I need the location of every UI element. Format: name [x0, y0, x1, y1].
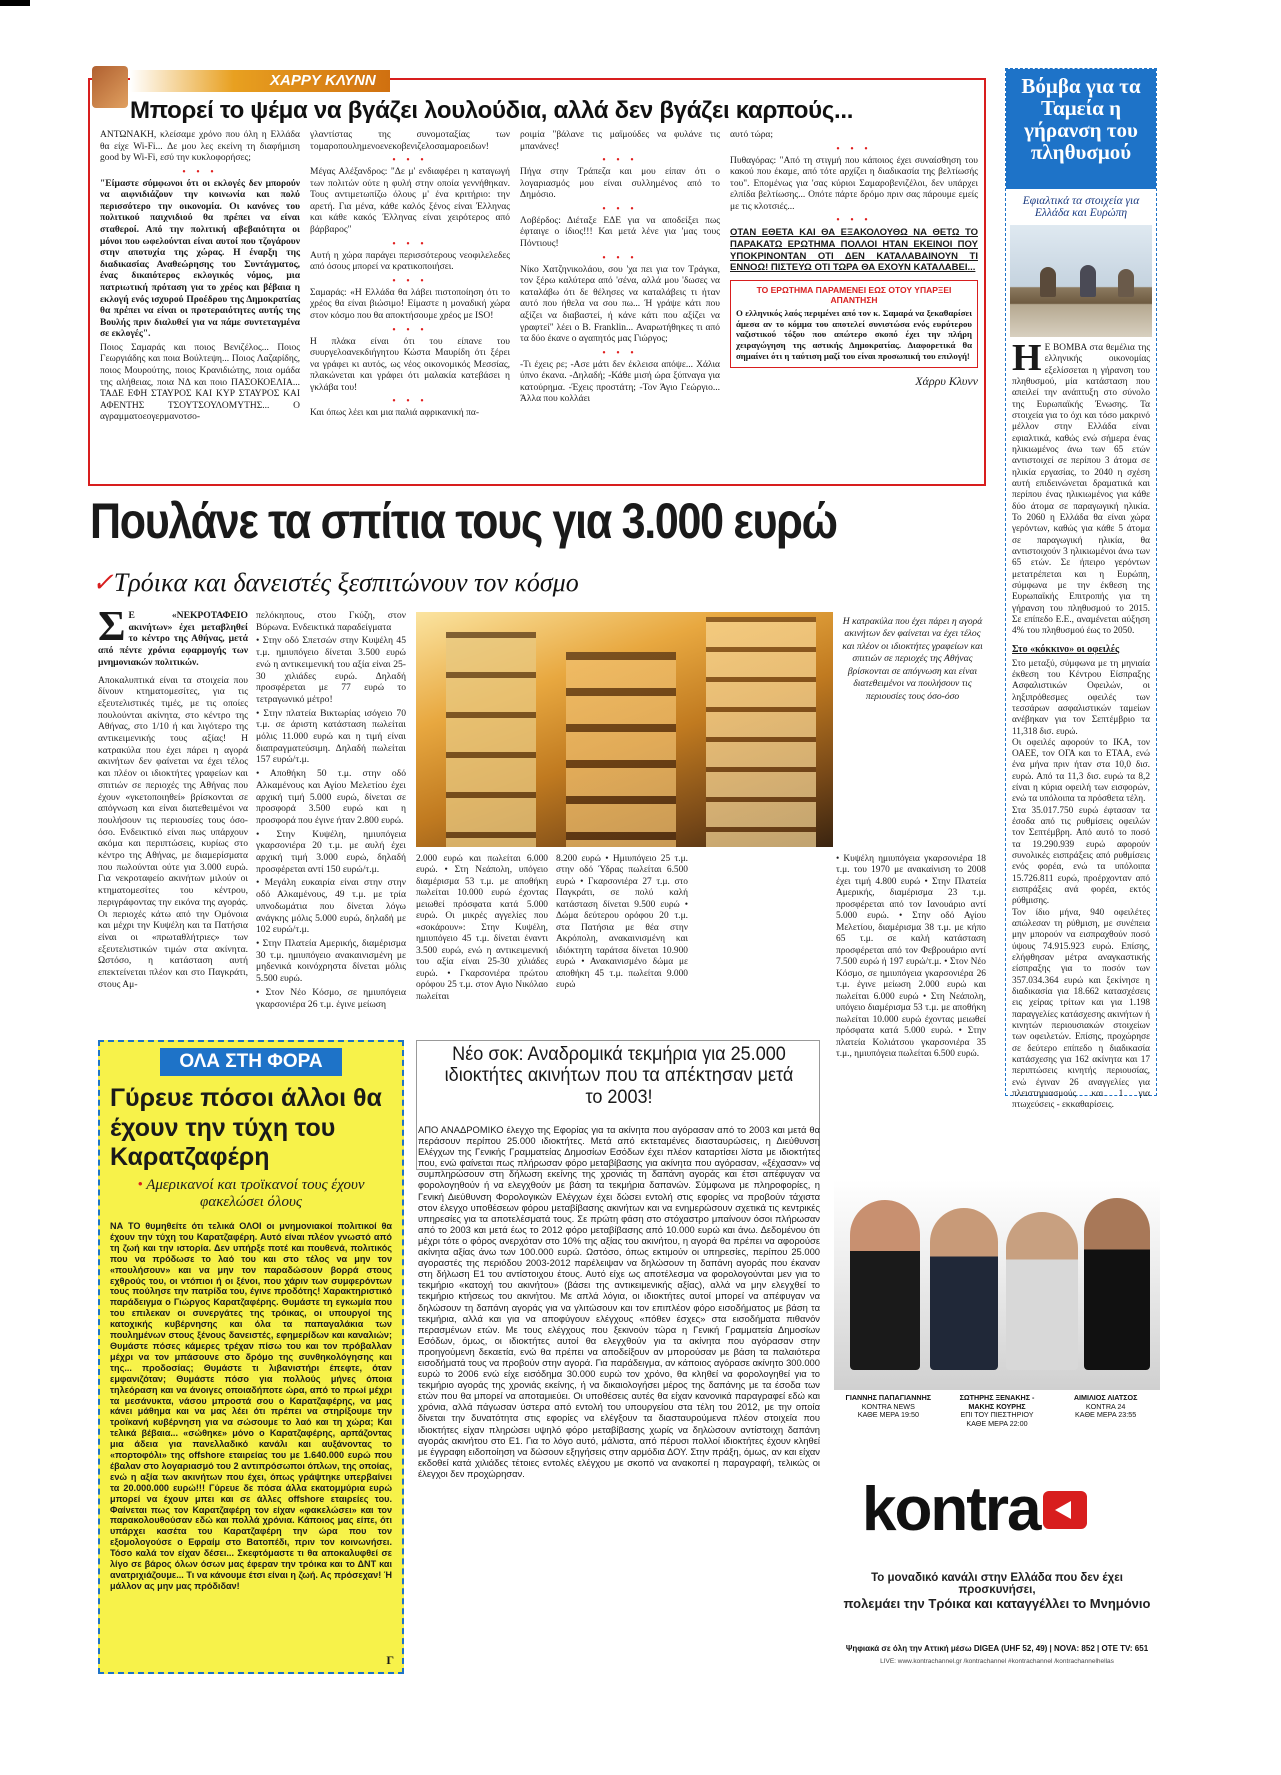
retro-body: ΑΠΟ ΑΝΑΔΡΟΜΙΚΟ έλεγχο της Εφορίας για τα ακίνητα που αγόρασαν από το 2003 και μετά θα περάσουν περίπου 25.000 ιδιοκτήτες. Μετά από εκτεταμένες διασταυρώσεις, η Διεύθυνση Ελέγχων της Γενικής Γραμματείας Δημοσίων Εσόδων έχει πλέον καταρτίσει λίστα με ιδιοκτήτες που, ενώ φαίνεται πως πλήρωσαν φόρο μεταβίβασης για ακίνητα που αγόρασαν, «ξέχασαν» να συμπληρώσουν στη δήλωση εκείνης της χρονιάς τη δαπάνη αγοράς και έτσι απέφυγαν να φορολογηθούν ή να ελεγχθούν με βάση τα τεκμήρια δαπανών. Σύμφωνα με πληροφορίες, η Γενική Διεύθυνση Φορολογικών Ελέγχων έχει δώσει εντολή στις εφορίες να προβούν τάχιστα στον έλεγχο υποθέσεων φόρου μεταβίβασης ακινήτων και να ενημερώσουν σχετικά τις κεντρικές υπηρεσίες για τα αποτελέσματά τους. Σε πρώτη φάση στο στόχαστρο μπαίνουν όσοι πλήρωσαν από το 2003 και μετά έως το 2012 φόρο μεταβίβασης από 10.000 ευρώ και άνω. Δεδομένου ότι μέχρι τότε ο φόρος ανερχόταν στο 10% της αξίας του ακινήτου, η αγορά θα πρέπει να αφορούσε ακίνητα αξίας άνω των 100.000 ευρώ. Ωστόσο, όπως εκτιμούν οι υπηρεσίες, περίπου 25.000 αγοραστές της περιόδου 2003-2012 παρέλειψαν να δηλώσουν τη δαπάνη αγοράς που έκαναν στη δήλωση Ε1 του αντίστοιχου έτους. Αυτό είχε ως αποτέλεσμα να φορολογούνται μεν για το τεκμήριο «κατοχή του ακινήτου» (βάσει της αντικειμενικής αξίας), αλλά να μην ελεγχθεί το τεκμήριο κτήσεως του ακινήτου. Με απλά λόγια, οι ιδιοκτήτες αυτοί μπορεί να απέφυγαν να δηλώσουν τη δαπάνη αγοράς για να γλιτώσουν και τον επιπλέον φόρο εισοδήματος με βάση τα τεκμήρια, αλλά και για να αποφύγουν ελέγχους «πόθεν έσχες» στα εισοδήματα πιθανόν περασμένων ετών. Με τους ελέγχους που ξεκινούν τώρα η Γενική Γραμματεία Δημοσίων Εσόδων, όμως, οι ιδιοκτήτες αυτοί θα ελεγχθούν για τα ακίνητα που αγόρασαν στην προηγούμενη δεκαετία, ενώ θα πρέπει να αποδείξουν αν μπορούσαν με βάση τα παλαιότερα εισοδήματά τους να προβούν στην αγορά. Για παράδειγμα, αν κάποιος αγόρασε ακίνητο 300.000 ευρώ το 2006 ενώ είχε εισόδημα 30.000 ευρώ τον χρόνο, θα κληθεί να φορολογηθεί για το τεκμήριο αγοράς της χρονιάς εκείνης, ή να δικαιολογήσει μέρος της δαπάνης με τα έσοδα των ετών που θα μπορεί να αποταμιεύει. Οι υποθέσεις αυτές θα είχαν κανονικά παραγραφεί εδώ και χρόνια, αλλά πάγωσαν ύστερα από εντολή του υπουργείου στα τέλη του 2012, με την οποία δίνεται την δυνατότητα στις εφορίες να ελέγξουν τα διασταυρούμενα πλέον στοιχεία που ιδιοκτήτες είχαν πληρώσει υψηλό φόρο μεταβίβασης χωρίς να δηλώσουν αντίστοιχη δαπάνη αγοράς ακινήτου στο Ε1. Για το λόγο αυτό, μάλιστα, από πέρυσι πολλοί ιδιοκτήτες έχουν κληθεί με έγγραφη ειδοποίηση να δώσουν εξηγήσεις στην αρμόδια ΔΟΥ. Στην πράξη, όμως, αν και είχαν εκδοθεί κατά χιλιάδες τέτοιες εντολές ελέγχου με σκοπό να ανακοπεί η παραγραφή, τελικώς οι έλεγχοι δεν προχώρησαν. — [418, 1124, 820, 1479]
main-col-4: 8.200 ευρώ • Ημιυπόγειο 25 τ.μ. στην οδό Ύδρας πωλείται 6.500 ευρώ • Γκαρσονιέρα 27 τ.μ. στο Παγκράτι, σε πολύ καλή κατάσταση δίνεται 9.500 ευρώ • Δώμα δεύτερου ορόφου 20 τ.μ. στα Πατήσια με θέα στην Ακρόπολη, ανακαινισμένη και ιδιόκτητη ταράτσα δίνεται 10.900 ευρώ • Ανακαινισμένο δώμα με αποθήκη 45 τ.μ. πωλείται 9.000 ευρώ — [556, 854, 688, 991]
text-paragraph: Λοβέρδος: Διέταξε ΕΔΕ για να αποδείξει πως έφταιγε ο ίδιος!!! Και μετά λένε για 'μας τους Πόντιους! — [520, 215, 720, 250]
kontra-ad — [834, 1180, 1160, 1674]
photo-caption: Η κατρακύλα που έχει πάρει η αγορά ακινήτων δεν φαίνεται να έχει τέλος και πλέον οι ιδιοκτήτες γραφείων και σπιτιών σε περιοχές της Αθήνας βρίσκονται σε απόγνωση και είναι διατεθειμένοι να πουλήσουν τις περιουσίες τους όσο-όσο — [842, 616, 983, 702]
separator-dots: • • • — [602, 252, 638, 264]
bullet-icon: • — [256, 768, 270, 780]
retro-headline: Νέο σοκ: Αναδρομικά τεκμήρια για 25.000 ιδιοκτήτες ακινήτων που τα απέκτησαν μετά το 2003! — [444, 1044, 794, 1108]
main-col-3: 2.000 ευρώ και πωλείται 6.000 ευρώ. • Στη Νεάπολη, υπόγειο διαμέρισμα 53 τ.μ. με αποθήκη πωλείται 10.000 ευρώ έχοντας μειωθεί πρόσφατα κατά 5.000 ευρώ. Οι μικρές αγγελίες που «σοκάρουν»: Στην Κυψέλη, ημιυπόγειο 45 τ.μ. δίνεται έναντι 3.500 ευρώ, ενώ η αντικειμενική του αξία είναι 25-30 χιλιάδες ευρώ. • Γκαρσονιέρα πρώτου ορόφου 25 τ.μ. στον Αγιο Νικόλαο πωλείται — [416, 854, 548, 1002]
sidebar-section-title: Στο «κόκκινο» οι οφειλές — [1012, 643, 1120, 655]
ola-subheadline-text: Αμερικανοί και τροϊκανοί τους έχουν φακελώσει όλους — [146, 1176, 365, 1210]
corner-mark — [0, 0, 30, 6]
column-3 — [520, 130, 720, 408]
column-4 — [730, 130, 978, 389]
text-paragraph: Μέγας Αλέξανδρος: "Δε μ' ενδιαφέρει η καταγωγή των πολιτών ούτε η φυλή στην οποία γεννήθηκαν. Τους αντιμετωπίζω όλους μ' ένα κριτήριο: την αρετή. Για μένα, κάθε καλός ξένος είναι Έλληνας και κάθε κακός Έλληνας είναι χειρότερος από βάρβαρος" — [310, 167, 510, 236]
author-name: ΧΑΡΡΥ ΚΛΥΝΝ — [270, 72, 376, 89]
text-paragraph: Στο μεταξύ, σύμφωνα με τη μηνιαία έκθεση του Κέντρου Είσπραξης Ασφαλιστικών Οφειλών, οι ληξιπρόθεσμες οφειλές των τεσσάρων ασφαλιστικών ταμείων ανέβηκαν για τον Σεπτέμβριο τα 11,318 δισ. ευρώ. — [1012, 658, 1150, 737]
sidebar-title: Βόμβα για τα Ταμεία η γήρανση του πληθυσμού — [1006, 69, 1156, 189]
list-item-text: Στην οδό Σπετσών στην Κυψέλη 45 τ.μ. ημιυπόγειο δίνεται 3.500 ευρώ ενώ η αντικειμενική του αξία είναι 25-30 χιλιάδες ευρώ. Δηλαδή προσφέρεται με 77 ευρώ το τετραγωνικό μέτρο! — [256, 635, 406, 705]
separator-dots: • • • — [602, 155, 638, 167]
list-item — [256, 938, 406, 985]
presenters-photo — [834, 1180, 1160, 1390]
sidebar-lead — [1006, 339, 1156, 642]
bullet-icon: • — [256, 937, 263, 949]
column-headline: Μπορεί το ψέμα να βγάζει λουλούδια, αλλά δεν βγάζει καρπούς... — [130, 97, 854, 124]
ola-subheadline — [100, 1175, 402, 1214]
examples-list — [256, 635, 406, 1010]
dropcap: Σ — [98, 604, 126, 650]
bullet-icon: • — [256, 707, 264, 719]
ola-box — [98, 1040, 404, 1674]
presenter-2 — [930, 1208, 998, 1370]
column-2 — [310, 130, 510, 422]
bullet-icon: • — [256, 635, 263, 647]
bullet-icon: • — [256, 877, 265, 889]
ola-body: ΝΑ ΤΟ θυμηθείτε ότι τελικά ΟΛΟΙ οι μνημονιακοί πολιτικοί θα έχουν την τύχη του Καρατζαφέρη. Αυτό είναι πλέον γνωστό από τη ζωή και την ιστορία. Δεν υπήρξε ποτέ και πουθενά, πολιτικός που να πρόδωσε το λαό του και στο τέλος να μην τον «πουλήσουν» και να μην τον παραδώσουν βορρά στους εχθρούς του, οι ντόπιοι ή οι ξένοι, που χάριν των συμφερόντων τους πούλησε την πατρίδα του, έγινε προδότης! Χαρακτηριστικό παράδειγμα ο Γιώργος Καρατζαφέρης. Θυμάστε τη εγκωμία που του επιλεκαν οι συνεργάτες της τρόικας, οι υπουργοί της κατοχικής κυβέρνησης και όλα τα παπαγαλάκια των πουλημένων στους ξένους δανειστές, εφημερίδων και καναλιών; Θυμάστε πόσες κάμερες τρέχαν πίσω του και τον πρόβαλλαν μέχρι να τον μπάσουνε στο δρόμο της συνθηκολόγησης και της... προδοσίας; Θυμάστε τι λιβανιστήρι έπεφτε, όταν εμφανιζόταν; Θυμάστε πόσο για πολλούς μήνες όποια τηλεόραση και να άνοιγες οποιαδήποτε ώρα, από το πρωί μέχρι τα μεσάνυκτα, νάσου μπροστά σου ο Καρατζαφέρης, να μας κάνει μάθημα και να μας λέει ότι πρέπει να στηρίξουμε την τροϊκανή κυβέρνηση για να σώσουμε το λαό και τη χώρα; Και τελικά βέβαια... «σώθηκε» μόνο ο Καρατζαφέρης, αρπάζοντας μια άδεια για πανελλαδικό κανάλι και αυξάνοντας το «πορτοφόλι» της offshore εταιρείας του με 1.640.000 ευρώ που έβαλαν στο λογαριασμό του 2 αντιπρόσωποι όπλων, της οποίας, ενώ η αξία των ακινήτων που έχει, όπως γράψτηκε υπερβαίνει τα 20.000.000 ευρώ!!! Γύρευε δε πόσα άλλα εκατομμύρια ευρώ μπορεί να έχουν μπει και σε άλλες offshore εταιρείες του. Φαίνεται πως τον Καρατζαφέρη τον είχαν «φακελώσει» και τον παρακολουθούσαν εδώ και πολλά χρόνια. Κάποιος μας είπε, ότι υπάρχει κασέτα του Καρατζαφέρη την ώρα που τον εξομολογούσε ο Εφραίμ στο Βατοπέδι, πριν τον κοινωνήσει. Τόσο καλά τον είχαν δέσει... Σκεφτόμαστε τι θα αποκαλυφθεί σε λίγο σε βάρος όλων όσων μας έφεραν την τρόικα και το ΔΝΤ και ανατριχιάζουμε... Τι να κάνουμε έτσι είναι η ζωή. Ας πρόσεχαν! Ή μάλλον ας μην μας πρόδιδαν! — [110, 1221, 392, 1591]
separator-dots: • • • — [182, 166, 218, 178]
presenter-show: ΕΠΙ ΤΟΥ ΠΙΕΣΤΗΡΙΟΥ — [960, 1410, 1034, 1420]
text-paragraph: πελόκηπους, στου Γκύζη, στον Βύρωνα. Ενδεικτικά παραδείγματα — [256, 610, 406, 633]
sidebar-subtitle: Εφιαλτικά τα στοιχεία για Ελλάδα και Ευρώπη — [1022, 195, 1140, 219]
list-item — [256, 987, 406, 1010]
sidebar-body — [1006, 657, 1156, 1114]
presenter-caption — [947, 1394, 1047, 1434]
text-paragraph: -Τι έχεις ρε; -Ασε μάτι δεν έκλεισα απόψε... Χάλια ύπνο έκανα. -Δηλαδή; -Κάθε μισή ώρα ξύπναγα για κατούρημα. -Έχεις προστάτη; -Τον Άγιο Γεώργιο... Άλλα που κολλάει — [520, 359, 720, 405]
presenter-3 — [1006, 1212, 1078, 1370]
column-1 — [100, 130, 300, 426]
question-text: Ο ελληνικός λαός περιμένει από τον κ. Σαμαρά να ξεκαθαρίσει άμεσα αν το κόμμα του αποτελεί συνιστώσα ενός ευρύτερου ναζιστικού τόξου που απώτερο σκοπό έχει την πλήρη χειραγώγηση της αστικής Δημοκρατίας. Διαφορετικά θα σημαίνει ότι η ταύτιση μαζί του είναι προσωπική του επιλογή! — [736, 307, 972, 361]
separator-dots: • • • — [392, 396, 428, 408]
presenter-show: KONTRA NEWS — [861, 1401, 915, 1411]
question-box — [730, 280, 978, 369]
list-item-text: Στον Νέο Κόσμο, σε ημιυπόγεια γκαρσονιέρα 26 τ.μ. έγινε μείωση — [256, 986, 406, 1010]
main-col-1 — [98, 604, 248, 991]
list-item — [256, 829, 406, 876]
main-col-2 — [256, 610, 406, 1012]
presenter-time: ΚΑΘΕ ΜΕΡΑ 22:00 — [966, 1418, 1028, 1428]
text-paragraph: Στα 35.017.750 ευρώ έφτασαν τα έσοδα από τις ρυθμίσεις οφειλών τον Σεπτέμβρη. Από αυτό το ποσό τα 19.290.939 ευρώ αφορούν συνολικές εισπράξεις από ρυθμίσεις ενός φορέα, ενώ τα υπόλοιπα 15.726.811 ευρώ, προέρχονταν από εισπράξεις ανά φορέα, εκτός ρύθμισης. — [1012, 805, 1150, 907]
presenter-time: ΚΑΘΕ ΜΕΡΑ 19:50 — [857, 1410, 919, 1420]
author-photo — [92, 66, 128, 108]
main-headline: Πουλάνε τα σπίτια τους για 3.000 ευρώ — [90, 493, 837, 549]
ola-sign: Γ — [386, 1653, 394, 1667]
text-quote: "Είμαστε σύμφωνοι ότι οι εκλογές δεν μπορούν να αιφνιδιάζουν την κοινωνία και πολύ περισσότερο την οικονομία. Οι κανόνες του πολιτικού παιχνιδιού θα πρέπει να είναι σταθεροί. Από την πολιτική αβεβαιότητα οι μόνοι που ωφελούνται είναι αυτοί που τζογάρουν στην αποτυχία της χώρας. Η έναρξη της διαδικασίας Αναθεώρησης του Συντάγματος, ένας δικαιότερος εκλογικός νόμος, μια πατριωτική πρόταση για το χρέος και βέβαια η εκλογή ενός ισχυρού Προέδρου της Δημοκρατίας θα πρέπει να είναι οι προτεραιότητες αυτής της Βουλής πριν διαλυθεί για να πάμε συντεταγμένα σε εκλογές". — [100, 178, 300, 340]
list-item-text: Αποθήκη 50 τ.μ. στην οδό Αλκαμένους και Αγίου Μελετίου έχει αρχική τιμή 5.000 ευρώ, δίνεται σε προσφορά 3.500 ευρώ και η προσφορά που έγινε ήταν 2.800 ευρώ. — [256, 768, 407, 826]
kontra-logo — [862, 1474, 1087, 1545]
kontra-logo-text: kontra — [862, 1475, 1040, 1544]
separator-dots: • • • — [602, 203, 638, 215]
kontra-footer: Ψηφιακά σε όλη την Αττική μέσω DIGEA (UHF 52, 49) | NOVA: 852 | OTE TV: 651 — [845, 1644, 1149, 1653]
check-icon: ✓ — [92, 568, 114, 597]
list-item-text: Στην πλατεία Βικτωρίας ισόγειο 70 τ.μ. σε άριστη κατάσταση πωλείται μόλις 11.000 ευρώ και η τιμή είναι διαπραγματεύσιμη. Δηλαδή πωλείται 157 ευρώ/τ.μ. — [256, 707, 406, 766]
text-paragraph: Ποιος Σαμαράς και ποιος Βενιζέλος... Ποιος Γεωργιάδης και ποια Βούλτεψη... Ποιος Λαζαρίδης, ποιος Μουρούτης, ποιος Κρανιδιώτης, ποια ομάδα της αλήθειας, ποια ΝΔ και ποιο ΠΑΣΟΚΟΕΛΙΑ... ΤΑΔΕ ΕΦΗ ΣΤΑΥΡΟΣ ΚΑΙ ΚΥΡ ΣΤΑΥΡΟΣ ΚΑΙ ΑΦΕΝΤΗΣ ΤΣΟΥΤΣΟΥΛΟΜΥΤΗΣ... Ο αγραμματοεογερμανοτσο- — [100, 342, 300, 423]
presenter-4 — [1084, 1198, 1150, 1370]
text-paragraph: αυτό τώρα; — [730, 130, 774, 140]
text-paragraph: Αποκαλυπτικά είναι τα στοιχεία που δίνουν κτηματομεσίτες, για τις εξευτελιστικές τιμές, με τις οποίες πουλούνται ακίνητα, στο κέντρο της Αθήνας, στο 1/10 ή και λιγότερο της αντικειμενικής τους αξίας! Η κατρακύλα που έχει πάρει η αγορά ακινήτων δεν φαίνεται να έχει τέλος και πλέον οι ιδιοκτήτες γραφείων και σπιτιών σε περιοχές της Αθήνας που έχουν «γκετοποιηθεί» βρίσκονται σε απόγνωση και είναι διατεθειμένοι να πουλήσουν τις περιουσίες τους όσο-όσο. Ενδεικτικό είναι πως υπάρχουν ακόμα και περιπτώσεις, κυρίως στο κέντρο της Αθήνας, με διαμερίσματα που πωλούνται ούτε για 3.000 ευρώ. Για νεκροταφείο ακινήτων μιλούν οι κτηματομεσίτες του κέντρου, περιγράφοντας την εικόνα της αγοράς. Οι περιοχές κάτω από την Ομόνοια και μέχρι την Κυψέλη και τα Πατήσια είναι οι «πρωταθλήτριες» των εξευτελιστικών τιμών στα ακίνητα. Ωστόσο, η κατάσταση αυτή επεκτείνεται πλέον και στο Παγκράτι, στους Αμ- — [98, 674, 248, 990]
presenter-caption — [1056, 1394, 1156, 1434]
text-paragraph: γλαντίστας της συνομοταξίας των τομαροπουλημενοενεκοβενιζελοσαμαροειδων! — [310, 130, 510, 152]
separator-dots: • • • — [392, 324, 428, 336]
dropcap: Η — [1012, 337, 1042, 379]
presenter-caption — [838, 1394, 938, 1434]
question-title: ΤΟ ΕΡΩΤΗΜΑ ΠΑΡΑΜΕΝΕΙ ΕΩΣ ΟΤΟΥ ΥΠΑΡΞΕΙ ΑΠΑΝΤΗΣΗ — [756, 284, 952, 305]
bullet-icon: • — [256, 986, 266, 998]
kontra-slogan-1: Το μοναδικό κανάλι στην Ελλάδα που δεν έχει προσκυνήσει, — [871, 1572, 1123, 1596]
main-col-5: • Κυψέλη ημιυπόγεια γκαρσονιέρα 18 τ.μ. του 1970 με ανακαίνιση το 2008 έχει τιμή 4.800 ευρώ • Στην Πλατεία Αμερικής, διαμέρισμα 23 τ.μ. προσφέρεται από τον Ιανουάριο αντί 5.000 ευρώ. • Στην οδό Αγίου Μελετίου, διαμέρισμα 38 τ.μ. με κήπο 65 τ.μ. σε καλή κατάσταση προσφέρεται από τον Φεβρουάριο αντί 7.500 ευρώ ή 197 ευρώ/τ.μ. • Στον Νέο Κόσμο, σε ημιυπόγεια γκαρσονιέρα 26 τ.μ. έγινε μείωση 2.000 ευρώ και πωλείται 6.000 ευρώ • Στη Νεάπολη, υπόγειο διαμέρισμα 53 τ.μ. με αποθήκη πωλείται 10.000 ευρώ έχοντας μειωθεί πρόσφατα κατά 5.000 ευρώ. • Στην πλατεία Κολιάτσου γκαρσονιέρα 35 τ.μ., ημιυπόγεια πωλείται 6.500 ευρώ. — [836, 854, 986, 1059]
presenter-captions — [834, 1394, 1160, 1434]
separator-dots: • • • — [836, 143, 872, 155]
text-paragraph: Και όπως λέει και μια παλιά αφρικανική πα- — [310, 408, 480, 419]
presenter-name: ΓΙΑΝΝΗΣ ΠΑΠΑΓΙΑΝΝΗΣ — [845, 1393, 932, 1402]
column-signature: Χάρρυ Κλυνν — [915, 374, 978, 389]
sidebar-box — [1005, 68, 1157, 1111]
presenter-show: KONTRA 24 — [1085, 1401, 1126, 1411]
kontra-web: LIVE: www.kontrachannel.gr /kontrachannel #kontrachannel /kontrachannelhellas — [880, 1658, 1114, 1665]
text-paragraph: Οι οφειλές αφορούν το ΙΚΑ, τον ΟΑΕΕ, τον ΟΓΑ και το ΕΤΑΑ, ενώ ένα μήνα πριν ήταν στα 10,0 δισ. ευρώ. Από τα 11,3 δισ. ευρώ τα 8,2 είναι η κύρια οφειλή των εισφορών, ενώ τα υπόλοιπα τα πρόσθετα τέλη. — [1012, 737, 1150, 805]
list-item — [256, 708, 406, 767]
main-subheadline-text: Τρόικα και δανειστές ξεσπιτώνουν τον κόσμο — [113, 568, 579, 597]
list-item — [256, 877, 406, 936]
text-paragraph: Αυτή η χώρα παράγει περισσότερους νεοφιλελεδες από όσους μπορεί να κρατικοποιήσει. — [310, 250, 510, 273]
text-paragraph: Πήγα στην Τράπεζα και μου είπαν ότι ο λογαριασμός μου είναι συλλημένος από το Δημόσιο. — [520, 167, 720, 201]
text-paragraph: ΑΝΤΩΝΑΚΗ, κλείσαμε χρόνο που όλη η Ελλάδα θα είχε Wi-Fi... Δε μου λες εκείνη τη διαφήμιση good by Wi-Fi, εσύ την κυκλοφορήσες; — [100, 130, 300, 164]
presenter-name: ΑΙΜΙΛΙΟΣ ΛΙΑΤΣΟΣ — [1073, 1393, 1138, 1402]
separator-dots: • • • — [392, 275, 428, 287]
main-lead — [98, 604, 248, 669]
list-item-text: Στην Πλατεία Αμερικής, διαμέρισμα 30 τ.μ. ημιυπόγειο ανακαινισμένη με μηδενικά κοινόχρηστα δίνεται μόλις 5.500 ευρώ. — [256, 937, 406, 985]
text-paragraph: Σαμαράς: «Η Ελλάδα θα λάβει πιστοποίηση ότι το χρέος θα είναι βιώσιμο! Είμαστε η μοναδική χώρα στον κόσμο που θα αποκτήσουμε χρέος με ISO! — [310, 287, 510, 321]
main-subheadline — [92, 568, 579, 598]
list-item — [256, 635, 406, 705]
separator-dots: • • • — [836, 215, 872, 227]
text-paragraph: Νίκο Χατζηνικολάου, σου 'χα πει για τον Τράγκα, τον ξέρω καλύτερα από 'σένα, αλλά μου 'δωσες να καταλάβω ότι δε θέλησες να καταλάβεις τι ήταν αυτό που ήθελα να σου πω... Ή γράψε κάτι που αξίζει να διαβαστεί, ή κάνε κάτι που αξίζει να γραφτεί" λέει ο Β. Franklin... Αναρωτήθηκες τι από τα δύο έκανε ο αγαπητός μας Γιώργος; — [520, 264, 720, 345]
buildings-photo — [416, 612, 833, 847]
sidebar-lead-text: Ε ΒΟΜΒΑ στα θεμέλια της ελληνικής οικονομίας εξελίσσεται η γήρανση του πληθυσμού, μία κατάσταση που απειλεί την ανάπτυξη στο σύνολο της Ευρωπαϊκής Ένωσης. Τα στοιχεία για το όχι και τόσο μακρινό μέλλον στην Ελλάδα είναι εφιαλτικά, καθώς ενώ σήμερα ένας ηλικιωμένος άνω των 65 ετών αντιστοιχεί σε περίπου 3 άτομα σε ηλικία εργασίας, το 2040 η σχέση αυτή επιδεινώνεται δραματικά και περίπου ένας ηλικιωμένος για κάθε δύο άτομα σε παραγωγική ηλικία. Το 2060 η Ελλάδα θα είναι χώρα γερόντων, καθώς για κάθε 5 άτομα σε παραγωγική ηλικία, θα αντιστοιχούν 3 ηλικιωμένοι άνω των 65 ετών. Σε ήπειρο γερόντων μετατρέπεται και η Ευρώπη, σύμφωνα με την έκθεση της Ευρωπαϊκής Επιτροπής για τη γήρανση του πληθυσμού το 2015. Σε επίπεδο Ε.Ε., αναμένεται αύξηση 4% του πληθυσμού έως το 2050. — [1012, 343, 1150, 637]
presenter-time: ΚΑΘΕ ΜΕΡΑ 23:55 — [1075, 1410, 1137, 1420]
separator-dots: • • • — [602, 347, 638, 359]
separator-dots: • • • — [392, 155, 428, 167]
text-paragraph: ροιμία "βάλανε τις μαϊμούδες να φυλάνε τις μπανάνες! — [520, 130, 720, 152]
text-paragraph: Η πλάκα είναι ότι του είπανε του συυργελοανεκδιήγητου Κώστα Μαυρίδη ότι ξέρει να γράφει κι αυτός, ως νέος οικονομικός Μεσσίας, πλακώνεται και γράφει ότι μαλακία κατεβάσει η γκλάβα του! — [310, 336, 510, 393]
presenter-name: ΣΩΤΗΡΗΣ ΞΕΝΑΚΗΣ - ΜΑΚΗΣ ΚΟΥΡΗΣ — [959, 1393, 1035, 1411]
presenter-1 — [850, 1200, 920, 1370]
kontra-slogan-2: πολεμάει την Τρόικα και καταγγέλλει το Μνημόνιο — [843, 1596, 1151, 1611]
caps-statement: ΟΤΑΝ ΕΘΕΤΑ ΚΑΙ ΘΑ ΕΞΑΚΟΛΟΥΘΩ ΝΑ ΘΕΤΩ ΤΟ ΠΑΡΑΚΑΤΩ ΕΡΩΤΗΜΑ ΠΟΛΛΟΙ ΗΤΑΝ ΕΚΕΙΝΟΙ ΠΟΥ ΥΠΟΚΡΙΝΟΝΤΑΝ ΟΤΙ ΔΕΝ ΚΑΤΑΛΑΒΑΙΝΟΥΝ ΤΙ ΕΝΝΟΩ! ΠΙΣΤΕΥΩ ΟΤΙ ΤΩΡΑ ΘΑ ΕΧΟΥΝ ΚΑΤΑΛΑΒΕΙ... — [730, 227, 978, 274]
top-column-box — [88, 72, 986, 486]
list-item-text: Στην Κυψέλη, ημιυπόγεια γκαρσονιέρα 20 τ.μ. με αυλή έχει αρχική τιμή 3.000 ευρώ, δηλαδή προσφέρεται αντί 150 ευρώ/τ.μ. — [256, 828, 406, 875]
bullet-icon: • — [256, 828, 277, 840]
ola-headline: Γύρευε πόσοι άλλοι θα έχουν την τύχη του Καρατζαφέρη — [110, 1084, 382, 1171]
text-paragraph: Τον ίδιο μήνα, 940 οφειλέτες απώλεσαν τη ρύθμιση, με συνέπεια μην μπορούν να εισπραχθούν ποσό ύψους 74.915.923 ευρώ. Επίσης, ελήφθησαν μέτρα αναγκαστικής είσπραξης για το ποσόν των 357.034.364 ευρώ και ξεκίνησε η διαδικασία για 18.662 κατασχέσεις εις χείρας τρίτων και για 1.198 παραγγελίες κατάσχεσης ακινήτων ή κινητών περιουσιακών στοιχείων των οφειλετών. Επίσης, προχώρησε σε δεύτερο επίπεδο η διαδικασία κατάσχεσης για 162 ακίνητα και 17 περιπτώσεις κινητής περιουσίας, ενώ έγιναν 26 αναγγελίες για πλειστηριασμούς και 1 για πτωχεύσεις - εκκαθαρίσεις. — [1012, 907, 1150, 1111]
separator-dots: • • • — [392, 238, 428, 250]
main-lead-text: Ε «ΝΕΚΡΟΤΑΦΕΙΟ ακινήτων» έχει μεταβληθεί το κέντρο της Αθήνας, μετά από πέντε χρόνια εφαρμογής των μνημονιακών πολιτικών. — [98, 610, 248, 668]
bullet-icon: • — [137, 1176, 143, 1193]
play-icon — [1043, 1491, 1087, 1529]
sidebar-photo — [1010, 225, 1152, 337]
text-paragraph: Πυθαγόρας: "Από τη στιγμή που κάποιος έχει συναίσθηση του κακού που έκαμε, από τότε αρχίζει η διαδικασία της βελτίωσής του". Επομένως για 'σας κύριοι Σαμαροβενιζέλοι, δεν υπάρχει ελπίδα βελτίωσης... Οπότε πάρτε δρόμο πριν σας πάρουμε εμείς με τις κλοτσιές... — [730, 155, 978, 212]
list-item — [256, 768, 406, 827]
ola-banner: ΟΛΑ ΣΤΗ ΦΟΡΑ — [160, 1048, 342, 1076]
list-item-text: Μεγάλη ευκαιρία είναι στην στην οδό Αλκαμένους, 49 τ.μ. με τρία υπνοδωμάτια που δίνεται λόγω ανάγκης μόλις 5.000 ευρώ, δηλαδή με 102 ευρώ/τ.μ. — [256, 877, 406, 936]
